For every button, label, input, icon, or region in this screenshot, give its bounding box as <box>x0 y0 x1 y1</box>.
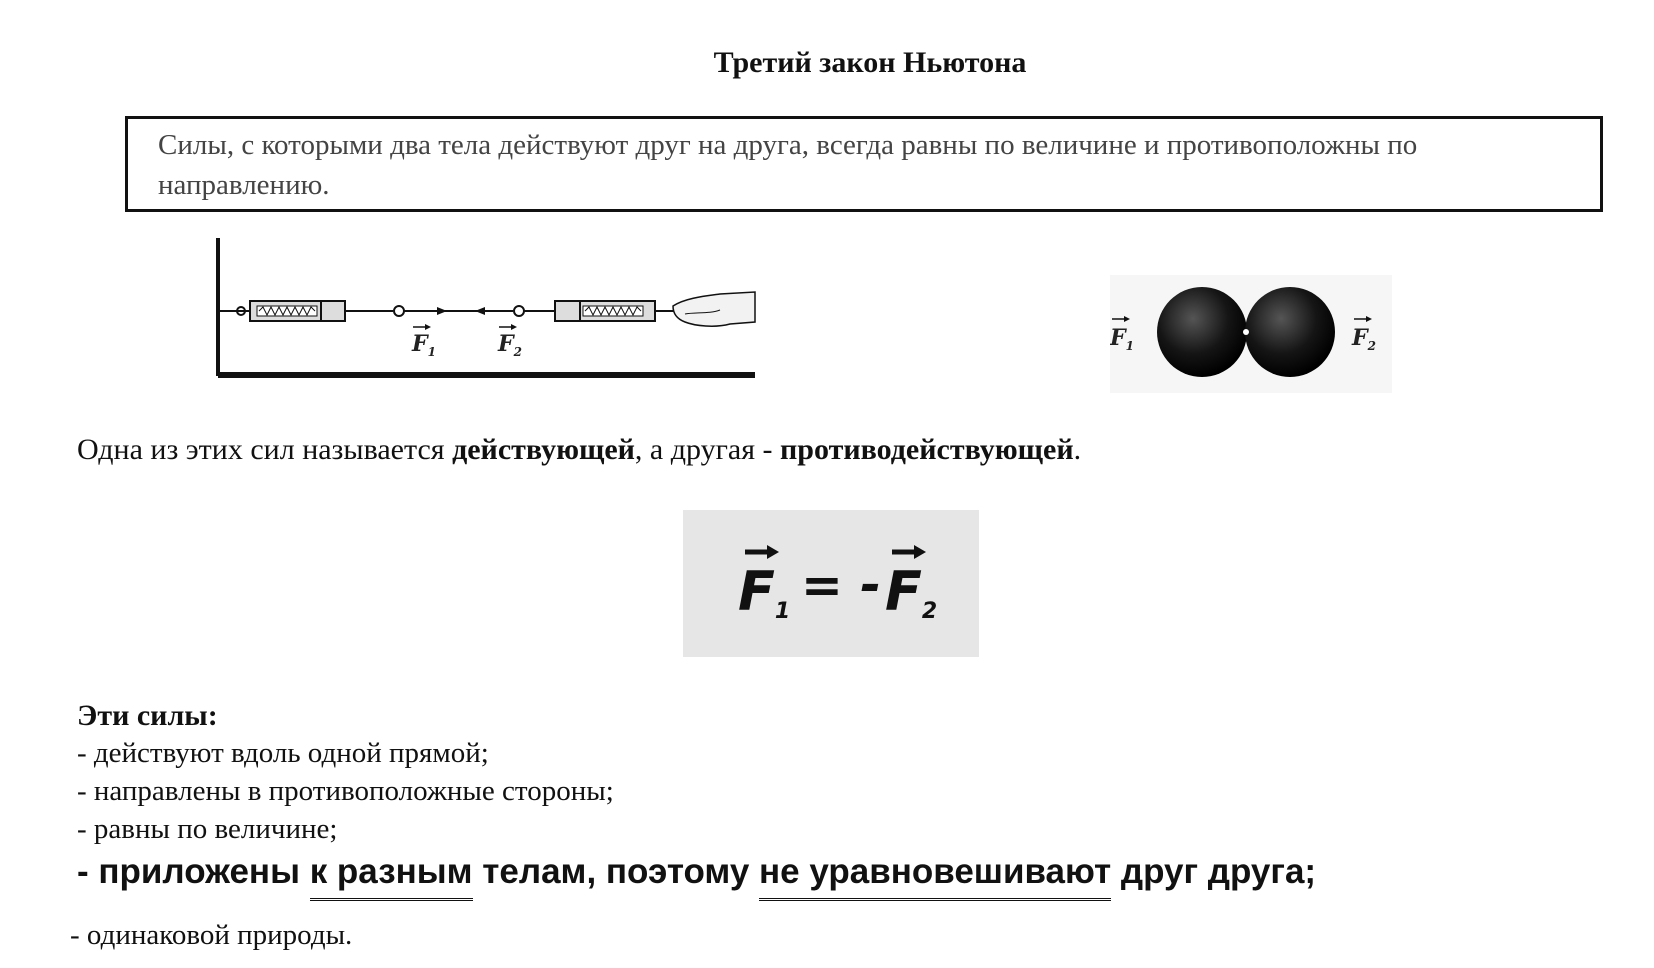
properties-heading: Эти силы: <box>77 699 218 732</box>
underlined-not-balance: не уравновешивают <box>759 852 1111 901</box>
spring-label-f2: $F_2$ <box>498 331 522 359</box>
property-item: - равны по величине; <box>77 813 338 845</box>
two-balls-figure <box>1110 275 1392 393</box>
left-ball <box>1157 287 1247 377</box>
action-reaction-sentence <box>77 433 1081 467</box>
property-emphasis: - приложены к разным телам, поэтому не уравновешивают друг друга; <box>77 852 1316 901</box>
property-item-last: - одинаковой природы. <box>70 919 353 951</box>
sentence-text: . <box>1073 433 1082 466</box>
sentence-text: , а другая - <box>634 433 781 466</box>
formula-equals: = - <box>801 556 882 614</box>
balls-label-f2: $F_2$ <box>1352 325 1376 353</box>
property-item: - действуют вдоль одной прямой; <box>77 737 489 769</box>
formula-box <box>683 510 979 657</box>
right-spring-scale <box>555 301 655 321</box>
page-title: Третий закон Ньютона <box>713 46 1027 79</box>
right-ball <box>1245 287 1335 377</box>
law-statement-text: Силы, с которыми два тела действуют друг на друга, всегда равны по величине и противоположны по направлению. <box>158 129 1418 201</box>
formula-f1: F1 <box>738 560 791 624</box>
arrow-f1 <box>437 307 447 315</box>
property-item: - направлены в противоположные стороны; <box>77 775 614 807</box>
underlined-different-bodies: к разным <box>310 852 473 901</box>
left-spring-scale <box>250 301 345 321</box>
spring-scales-figure <box>215 236 760 379</box>
law-statement-box <box>125 116 1603 212</box>
formula-f2: F2 <box>885 560 938 624</box>
arrow-f2 <box>475 307 485 315</box>
spring-label-f1: $F_1$ <box>412 331 436 359</box>
reaction-term: противодействующей <box>780 433 1074 466</box>
sentence-text: Одна из этих сил называется <box>77 433 453 466</box>
action-term: действующей <box>452 433 635 466</box>
balls-label-f1: $F_1$ <box>1110 325 1134 353</box>
hand-icon <box>673 292 755 326</box>
